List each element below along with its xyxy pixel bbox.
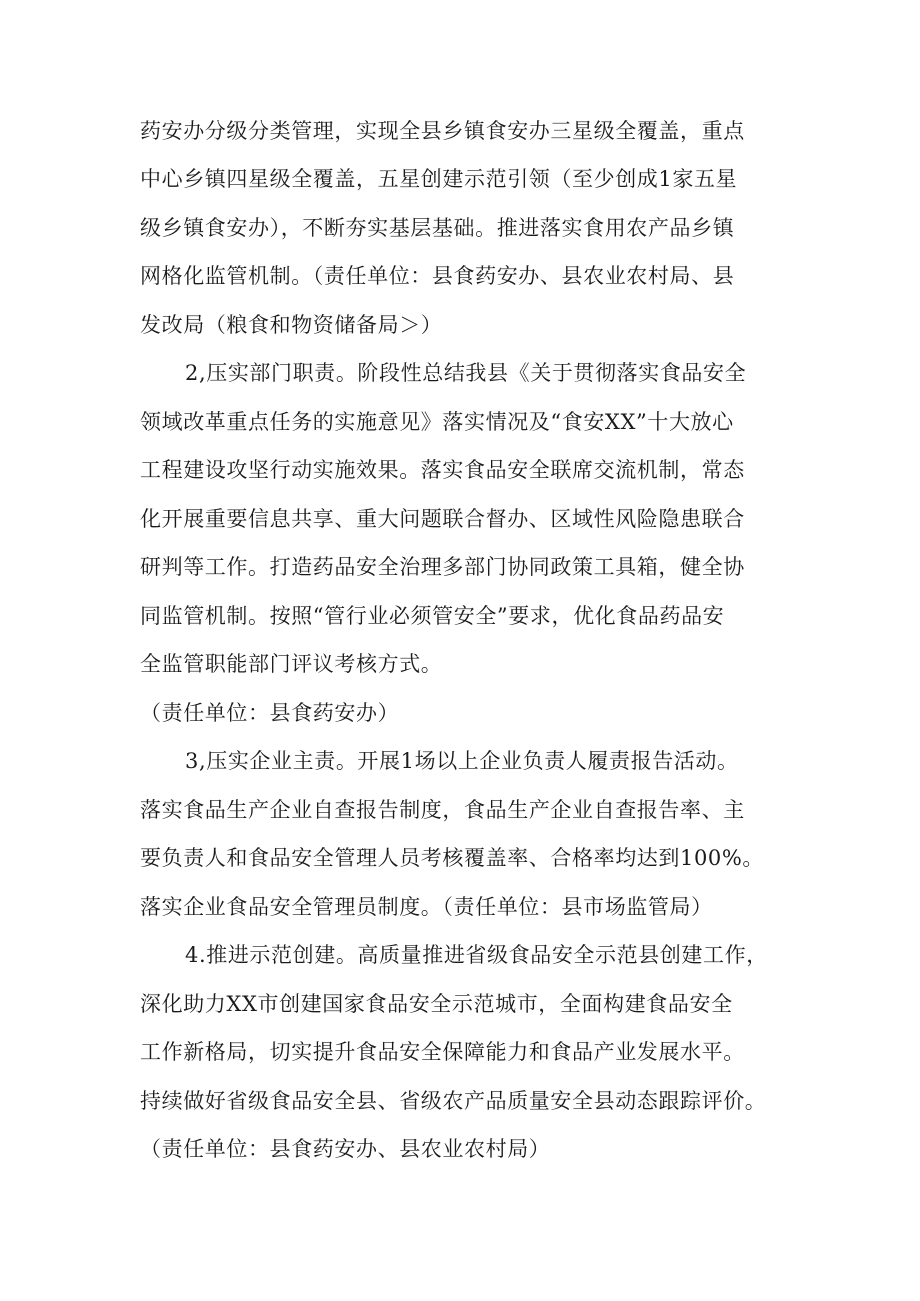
text-line: （责任单位：县食药安办、县农业农村局） xyxy=(140,1137,551,1161)
text-line: 网格化监管机制。（责任单位：县食药安办、县农业农村局、县 xyxy=(140,264,735,288)
text-line: 落实企业食品安全管理员制度。（责任单位：县市场监管局） xyxy=(140,895,713,919)
text-line: 持续做好省级食品安全县、省级农产品质量安全县动态跟踪评价。 xyxy=(140,1089,767,1113)
text-line: 工程建设攻坚行动实施效果。落实食品安全联席交流机制，常态 xyxy=(140,458,745,482)
text-line: 化开展重要信息共享、重大问题联合督办、区域性风险隐患联合 xyxy=(140,507,745,531)
text-line: 研判等工作。打造药品安全治理多部门协同政策工具箱，健全协 xyxy=(140,555,745,579)
text-line: 药安办分级分类管理，实现全县乡镇食安办三星级全覆盖，重点 xyxy=(140,119,745,143)
text-line: 深化助力XX市创建国家食品安全示范城市，全面构建食品安全 xyxy=(140,992,733,1016)
text-line: 中心乡镇四星级全覆盖，五星创建示范引领（至少创成1家五星 xyxy=(140,167,738,191)
text-line: 4.推进示范创建。高质量推进省级食品安全示范县创建工作， xyxy=(185,943,768,967)
text-line: （责任单位：县食药安办） xyxy=(140,701,400,725)
text-line: 落实食品生产企业自查报告制度，食品生产企业自查报告率、主 xyxy=(140,798,745,822)
text-line: 要负责人和食品安全管理人员考核覆盖率、合格率均达到100%。 xyxy=(140,846,765,870)
text-line: 2,压实部门职责。阶段性总结我县《关于贯彻落实食品安全 xyxy=(185,361,747,385)
text-line: 工作新格局，切实提升食品安全保障能力和食品产业发展水平。 xyxy=(140,1040,745,1064)
text-line: 全监管职能部门评议考核方式。 xyxy=(140,652,443,676)
text-line: 领域改革重点任务的实施意见》落实情况及“食安XX”十大放心 xyxy=(140,410,734,434)
text-line: 3,压实企业主责。开展1场以上企业负责人履责报告活动。 xyxy=(185,749,739,773)
text-line: 同监管机制。按照“管行业必须管安全”要求，优化食品药品安 xyxy=(140,604,725,628)
text-line: 发改局（粮食和物资储备局＞） xyxy=(140,313,443,337)
text-line: 级乡镇食安办），不断夯实基层基础。推进落实食用农产品乡镇 xyxy=(140,216,735,240)
